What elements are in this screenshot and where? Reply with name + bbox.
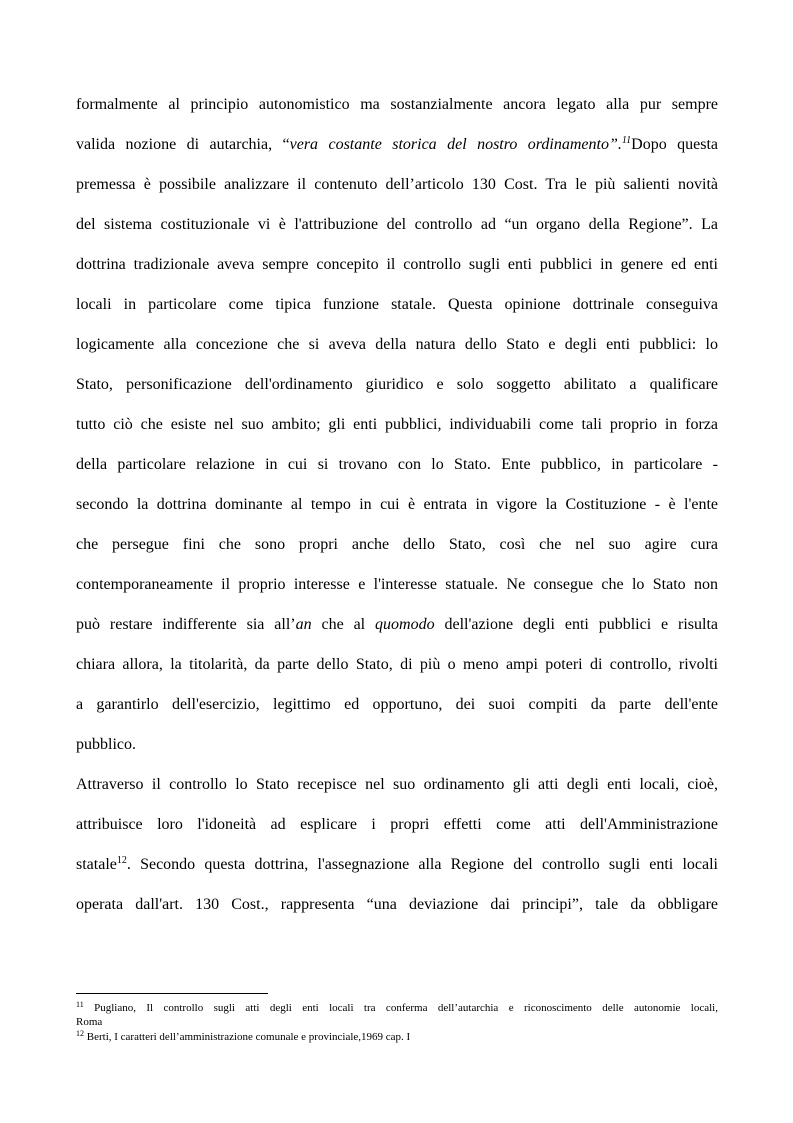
body-line: chiara allora, la titolarità, da parte dello Stato, di più o meno ampi poteri di controllo, rivolti bbox=[76, 656, 718, 673]
body-line: attribuisce loro l'idoneità ad esplicare i propri effetti come atti dell'Amministrazione bbox=[76, 816, 718, 833]
footnote-11-continued: Roma bbox=[76, 1016, 103, 1028]
body-text: statale bbox=[76, 856, 117, 873]
body-line: Attraverso il controllo lo Stato recepisce nel suo ordinamento gli atti degli enti locali, cioè, bbox=[76, 776, 718, 793]
italic-term-quomodo: quomodo bbox=[375, 616, 435, 633]
footnote-12 bbox=[76, 1031, 718, 1044]
body-line bbox=[76, 615, 718, 635]
footnote-number: 11 bbox=[76, 1000, 84, 1009]
body-line: operata dall'art. 130 Cost., rappresenta “una deviazione dai principi”, tale da obbligare bbox=[76, 896, 718, 913]
body-line: della particolare relazione in cui si trovano con lo Stato. Ente pubblico, in particolare - bbox=[76, 456, 718, 473]
body-line: contemporaneamente il proprio interesse e l'interesse statuale. Ne consegue che lo Stato non bbox=[76, 576, 718, 593]
body-line: locali in particolare come tipica funzione statale. Questa opinione dottrinale conseguiva bbox=[76, 296, 718, 313]
body-line: formalmente al principio autonomistico ma sostanzialmente ancora legato alla pur sempre bbox=[76, 96, 718, 113]
body-line: logicamente alla concezione che si aveva della natura dello Stato e degli enti pubblici: lo bbox=[76, 336, 718, 353]
body-line: che persegue fini che sono propri anche dello Stato, così che nel suo agire cura bbox=[76, 536, 718, 553]
body-text: può restare indifferente sia all’ bbox=[76, 616, 296, 633]
body-text: . Secondo questa dottrina, l'assegnazione alla Regione del controllo sugli enti locali bbox=[126, 856, 718, 873]
body-text: Dopo questa bbox=[631, 136, 718, 153]
body-line: pubblico. bbox=[76, 736, 136, 753]
footnote-ref-12[interactable]: 12 bbox=[116, 855, 127, 866]
body-line: tutto ciò che esiste nel suo ambito; gli enti pubblici, individuabili come tali proprio in forza bbox=[76, 416, 718, 433]
body-line: dottrina tradizionale aveva sempre concepito il controllo sugli enti pubblici in genere ed enti bbox=[76, 256, 718, 273]
footnote-text: Pugliano, Il controllo sugli atti degli enti locali tra conferma dell’autarchia e riconoscimento delle autonomie locali, bbox=[83, 1002, 718, 1014]
body-text: dell'azione degli enti pubblici e risulta bbox=[434, 616, 719, 633]
italic-term-an: an bbox=[295, 616, 312, 633]
body-text: che al bbox=[311, 616, 376, 633]
body-line: Stato, personificazione dell'ordinamento giuridico e solo soggetto abilitato a qualificare bbox=[76, 376, 718, 393]
body-line: secondo la dottrina dominante al tempo in cui è entrata in vigore la Costituzione - è l'ente bbox=[76, 496, 718, 513]
italic-quote: vera costante storica del nostro ordinamento”. bbox=[289, 136, 622, 153]
footnote-number: 12 bbox=[76, 1029, 84, 1038]
footnote-text: Berti, I caratteri dell’amministrazione comunale e provinciale,1969 cap. I bbox=[84, 1031, 411, 1043]
body-line bbox=[76, 855, 718, 875]
body-line: premessa è possibile analizzare il contenuto dell’articolo 130 Cost. Tra le più salienti novità bbox=[76, 176, 718, 193]
footnote-11 bbox=[76, 1002, 718, 1015]
body-line: del sistema costituzionale vi è l'attribuzione del controllo ad “un organo della Regione”. La bbox=[76, 216, 718, 233]
body-text: valida nozione di autarchia, “ bbox=[76, 136, 290, 153]
footnote-separator bbox=[76, 993, 268, 994]
body-line bbox=[76, 135, 718, 155]
body-line: a garantirlo dell'esercizio, legittimo ed opportuno, dei suoi compiti da parte dell'ente bbox=[76, 696, 718, 713]
footnote-ref-11[interactable]: 11 bbox=[621, 135, 632, 146]
